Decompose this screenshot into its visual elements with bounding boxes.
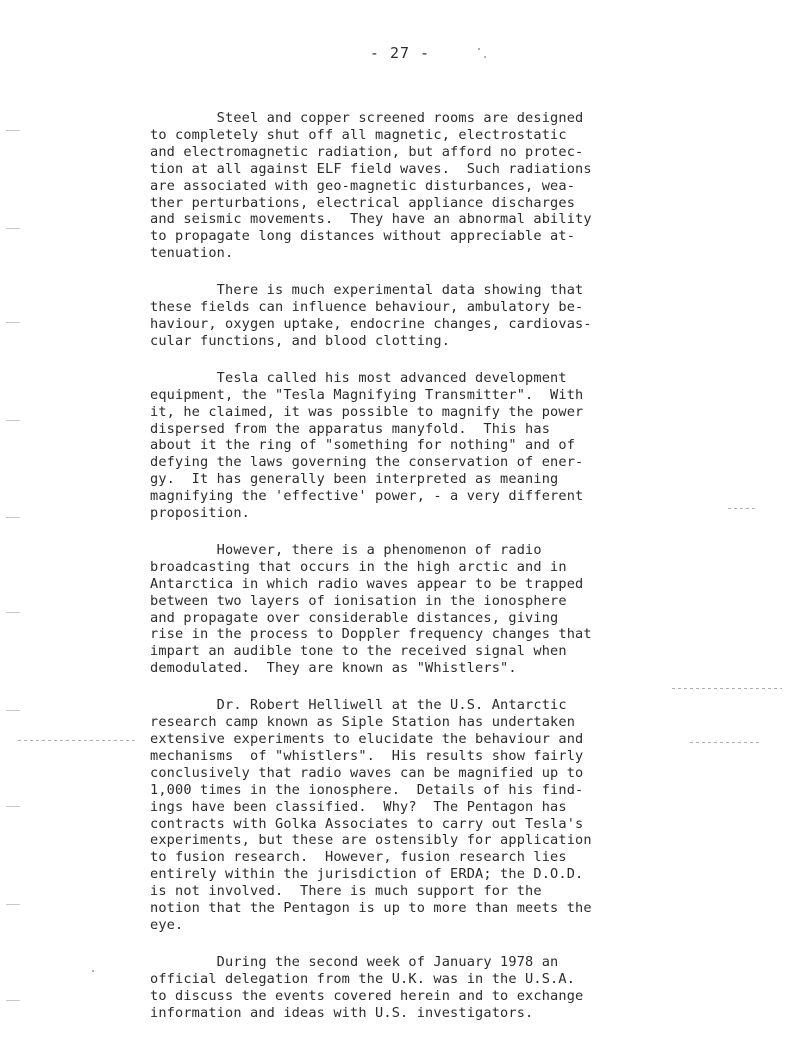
- document-body: [150, 110, 670, 1042]
- text-line: cular functions, and blood clotting.: [150, 332, 451, 349]
- text-line: about it the ring of "something for nothing" and of: [150, 437, 576, 454]
- text-line: experiments, but these are ostensibly for application: [150, 832, 592, 849]
- scan-speck: [92, 970, 94, 972]
- margin-tick: [6, 517, 20, 518]
- text-line: conclusively that radio waves can be magnified up to: [150, 764, 584, 781]
- text-line: contracts with Golka Associates to carry out Tesla's: [150, 815, 584, 832]
- text-line: Tesla called his most advanced development: [150, 369, 567, 386]
- text-line: official delegation from the U.K. was in the U.S.A.: [150, 970, 576, 987]
- text-line: and propagate over considerable distances, giving: [150, 609, 559, 626]
- paragraph-field-effects: [150, 282, 670, 350]
- text-line: broadcasting that occurs in the high arctic and in: [150, 558, 567, 575]
- text-line: During the second week of January 1978 an: [150, 953, 559, 970]
- text-line: proposition.: [150, 505, 251, 522]
- paragraph-whistlers-phenomenon: [150, 542, 670, 677]
- text-line: Steel and copper screened rooms are designed: [150, 110, 584, 126]
- text-line: Dr. Robert Helliwell at the U.S. Antarctic: [150, 697, 567, 714]
- scan-line: [690, 742, 760, 743]
- text-line: mechanisms of "whistlers". His results show fairly: [150, 747, 584, 764]
- scan-speck: [478, 48, 480, 50]
- text-line: ther perturbations, electrical appliance discharges: [150, 194, 576, 211]
- scan-speck: [484, 56, 486, 58]
- margin-tick: [6, 710, 20, 711]
- text-line: and electromagnetic radiation, but afford no protec-: [150, 143, 584, 160]
- margin-tick: [6, 904, 20, 905]
- text-line: to discuss the events covered herein and to exchange: [150, 987, 584, 1004]
- text-line: magnifying the 'effective' power, - a very different: [150, 488, 584, 505]
- text-line: information and ideas with U.S. investigators.: [150, 1004, 534, 1021]
- text-line: ings have been classified. Why? The Pentagon has: [150, 798, 567, 815]
- text-line: haviour, oxygen uptake, endocrine changes, cardiovas-: [150, 315, 592, 332]
- text-line: gy. It has generally been interpreted as meaning: [150, 471, 559, 488]
- margin-tick: [6, 612, 20, 613]
- margin-tick: [6, 806, 20, 807]
- text-line: defying the laws governing the conservation of ener-: [150, 454, 584, 471]
- paragraph-helliwell-experiments: [150, 697, 670, 934]
- text-line: are associated with geo-magnetic disturbances, wea-: [150, 177, 576, 194]
- paragraph-uk-delegation: [150, 954, 670, 1022]
- text-line: entirely within the jurisdiction of ERDA; the D.O.D.: [150, 866, 584, 883]
- text-line: equipment, the "Tesla Magnifying Transmitter". With: [150, 386, 584, 403]
- paragraph-magnifying-transmitter: [150, 370, 670, 522]
- text-line: it, he claimed, it was possible to magnify the power: [150, 403, 584, 420]
- text-line: There is much experimental data showing that: [150, 282, 584, 299]
- text-line: Antarctica in which radio waves appear to be trapped: [150, 575, 584, 592]
- text-line: is not involved. There is much support for the: [150, 883, 542, 900]
- page-number: - 27 -: [369, 44, 431, 62]
- text-line: notion that the Pentagon is up to more than meets the: [150, 900, 592, 917]
- text-line: dispersed from the apparatus manyfold. This has: [150, 420, 551, 437]
- text-line: to propagate long distances without appreciable at-: [150, 228, 576, 245]
- text-line: to fusion research. However, fusion research lies: [150, 849, 567, 866]
- margin-tick: [6, 322, 20, 323]
- text-line: 1,000 times in the ionosphere. Details of his find-: [150, 781, 584, 798]
- text-line: rise in the process to Doppler frequency changes that: [150, 626, 592, 643]
- text-line: However, there is a phenomenon of radio: [150, 541, 542, 558]
- text-line: between two layers of ionisation in the ionosphere: [150, 592, 567, 609]
- margin-tick: [6, 420, 20, 421]
- text-line: extensive experiments to elucidate the behaviour and: [150, 731, 584, 747]
- scan-line: [672, 688, 782, 689]
- text-line: tenuation.: [150, 245, 234, 262]
- paragraph-shielded-rooms: [150, 110, 670, 262]
- margin-tick: [6, 228, 20, 229]
- margin-tick: [6, 130, 20, 131]
- text-line: these fields can influence behaviour, ambulatory be-: [150, 299, 584, 316]
- text-line: impart an audible tone to the received signal when: [150, 643, 567, 660]
- text-line: to completely shut off all magnetic, electrostatic: [150, 126, 567, 143]
- text-line: eye.: [150, 916, 184, 933]
- scan-line: [728, 508, 758, 509]
- margin-tick: [6, 1000, 20, 1001]
- text-line: demodulated. They are known as "Whistlers".: [150, 660, 517, 677]
- scan-line: [18, 740, 136, 741]
- text-line: tion at all against ELF field waves. Such radiations: [150, 160, 592, 177]
- text-line: research camp known as Siple Station has undertaken: [150, 714, 576, 731]
- text-line: and seismic movements. They have an abnormal ability: [150, 211, 592, 228]
